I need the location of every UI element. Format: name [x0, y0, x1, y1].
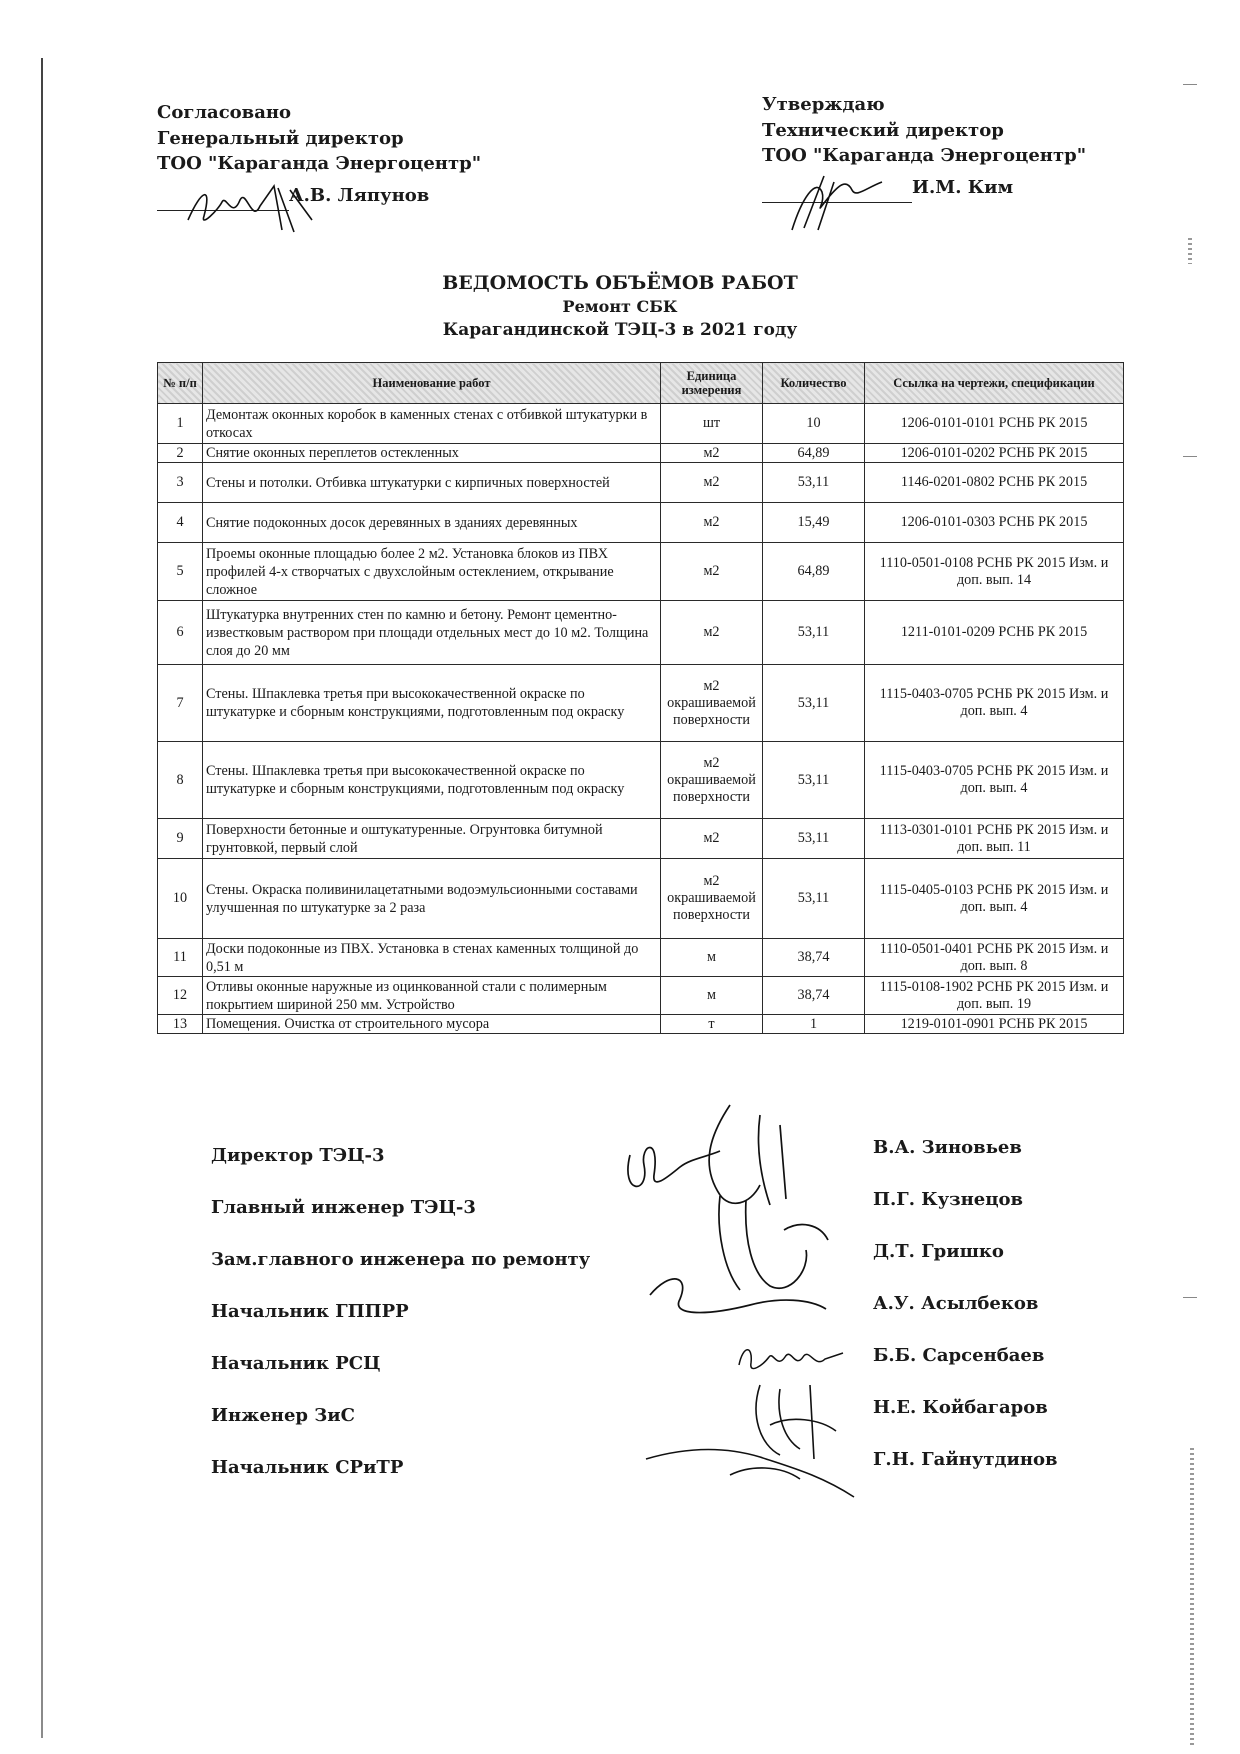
- cell-unit: м2: [661, 463, 763, 503]
- table-row: [158, 939, 1124, 977]
- cell-reference: 1115-0405-0103 РСНБ РК 2015 Изм. и доп. вып. 4: [865, 859, 1124, 939]
- signatory-position: Главный инженер ТЭЦ-3: [211, 1197, 476, 1218]
- signatory-position: Зам.главного инженера по ремонту: [211, 1249, 591, 1270]
- scan-mark: [1188, 238, 1192, 264]
- cell-reference: 1115-0108-1902 РСНБ РК 2015 Изм. и доп. вып. 19: [865, 977, 1124, 1015]
- approval-position: Технический директор: [762, 119, 1004, 141]
- cell-name: Стены и потолки. Отбивка штукатурки с кирпичных поверхностей: [203, 463, 661, 503]
- approval-label: Утверждаю: [762, 94, 885, 115]
- cell-name: Снятие оконных переплетов остекленных: [203, 444, 661, 463]
- cell-number: 2: [158, 444, 203, 463]
- scan-mark: [1183, 1297, 1197, 1298]
- cell-unit: м: [661, 939, 763, 977]
- table-row: [158, 1015, 1124, 1034]
- cell-number: 4: [158, 503, 203, 543]
- signatory-position: Директор ТЭЦ-3: [211, 1145, 385, 1166]
- signature-grishko: [640, 1265, 830, 1325]
- cell-number: 11: [158, 939, 203, 977]
- cell-reference: 1110-0501-0401 РСНБ РК 2015 Изм. и доп. вып. 8: [865, 939, 1124, 977]
- table-header-row: [158, 363, 1124, 404]
- table-row: [158, 463, 1124, 503]
- document-subtitle-2: Карагандинской ТЭЦ-3 в 2021 году: [442, 320, 798, 340]
- cell-reference: 1110-0501-0108 РСНБ РК 2015 Изм. и доп. вып. 14: [865, 543, 1124, 601]
- cell-name: Стены. Окраска поливинилацетатными водоэмульсионными составами улучшенная по штукатурке за 2 раза: [203, 859, 661, 939]
- cell-unit: м2: [661, 503, 763, 543]
- cell-unit: м2: [661, 601, 763, 665]
- cell-number: 3: [158, 463, 203, 503]
- scan-mark: [1190, 1448, 1194, 1748]
- cell-name: Снятие подоконных досок деревянных в зданиях деревянных: [203, 503, 661, 543]
- cell-name: Отливы оконные наружные из оцинкованной стали с полимерным покрытием шириной 250 мм. Устройство: [203, 977, 661, 1015]
- column-header-number: № п/п: [158, 363, 203, 404]
- cell-quantity: 38,74: [763, 939, 865, 977]
- cell-number: 1: [158, 404, 203, 444]
- cell-quantity: 53,11: [763, 601, 865, 665]
- table-row: [158, 444, 1124, 463]
- cell-reference: 1211-0101-0209 РСНБ РК 2015: [865, 601, 1124, 665]
- cell-unit: м2: [661, 444, 763, 463]
- cell-name: Проемы оконные площадью более 2 м2. Установка блоков из ПВХ профилей 4-х створчатых с двухслойным остеклением, открывание сложное: [203, 543, 661, 601]
- column-header-quantity: Количество: [763, 363, 865, 404]
- signatory-name: Г.Н. Гайнутдинов: [873, 1449, 1058, 1470]
- cell-number: 6: [158, 601, 203, 665]
- cell-name: Помещения. Очистка от строительного мусора: [203, 1015, 661, 1034]
- cell-quantity: 64,89: [763, 444, 865, 463]
- cell-reference: 1206-0101-0101 РСНБ РК 2015: [865, 404, 1124, 444]
- document-title: ВЕДОМОСТЬ ОБЪЁМОВ РАБОТ: [442, 272, 798, 294]
- signatory-name: А.У. Асылбеков: [873, 1293, 1039, 1314]
- cell-quantity: 53,11: [763, 859, 865, 939]
- cell-reference: 1146-0201-0802 РСНБ РК 2015: [865, 463, 1124, 503]
- cell-unit: м2: [661, 543, 763, 601]
- approval-organization: ТОО "Караганда Энергоцентр": [157, 153, 482, 174]
- signatory-name: Д.Т. Гришко: [873, 1241, 1004, 1262]
- cell-name: Демонтаж оконных коробок в каменных стенах с отбивкой штукатурки в откосах: [203, 404, 661, 444]
- cell-unit: м2 окрашиваемой поверхности: [661, 859, 763, 939]
- cell-number: 9: [158, 819, 203, 859]
- table-row: [158, 742, 1124, 819]
- cell-number: 13: [158, 1015, 203, 1034]
- cell-reference: 1115-0403-0705 РСНБ РК 2015 Изм. и доп. вып. 4: [865, 742, 1124, 819]
- cell-unit: т: [661, 1015, 763, 1034]
- cell-number: 5: [158, 543, 203, 601]
- approval-label: Согласовано: [157, 102, 292, 123]
- cell-reference: 1115-0403-0705 РСНБ РК 2015 Изм. и доп. вып. 4: [865, 665, 1124, 742]
- cell-reference: 1219-0101-0901 РСНБ РК 2015: [865, 1015, 1124, 1034]
- cell-quantity: 53,11: [763, 742, 865, 819]
- cell-number: 12: [158, 977, 203, 1015]
- cell-reference: 1206-0101-0202 РСНБ РК 2015: [865, 444, 1124, 463]
- signatory-name: Б.Б. Сарсенбаев: [873, 1345, 1045, 1366]
- signatory-position: Начальник РСЦ: [211, 1353, 381, 1374]
- document-subtitle: Ремонт СБК: [562, 297, 678, 316]
- approval-organization: ТОО "Караганда Энергоцентр": [762, 145, 1087, 166]
- table-row: [158, 543, 1124, 601]
- signatory-position: Начальник ГППРР: [211, 1301, 409, 1322]
- cell-name: Штукатурка внутренних стен по камню и бетону. Ремонт цементно-известковым раствором при площади отдельных мест до 10 м2. Толщина слоя до 20 мм: [203, 601, 661, 665]
- cell-unit: м2 окрашиваемой поверхности: [661, 742, 763, 819]
- signatory-position: Начальник СРиТР: [211, 1457, 404, 1478]
- signatory-name: Н.Е. Койбагаров: [873, 1397, 1048, 1418]
- cell-quantity: 53,11: [763, 819, 865, 859]
- cell-name: Стены. Шпаклевка третья при высококачественной окраске по штукатурке и сборным конструкциями, подготовленным под окраску: [203, 742, 661, 819]
- cell-name: Поверхности бетонные и оштукатуренные. Огрунтовка битумной грунтовкой, первый слой: [203, 819, 661, 859]
- signature-gainutdinov: [640, 1435, 860, 1505]
- cell-quantity: 15,49: [763, 503, 865, 543]
- cell-reference: 1113-0301-0101 РСНБ РК 2015 Изм. и доп. вып. 11: [865, 819, 1124, 859]
- cell-quantity: 1: [763, 1015, 865, 1034]
- signer-name: А.В. Ляпунов: [289, 185, 430, 206]
- cell-unit: м2: [661, 819, 763, 859]
- cell-unit: шт: [661, 404, 763, 444]
- signatory-name: П.Г. Кузнецов: [873, 1189, 1024, 1210]
- cell-quantity: 10: [763, 404, 865, 444]
- table-row: [158, 859, 1124, 939]
- column-header-unit: Единица измерения: [661, 363, 763, 404]
- table-row: [158, 977, 1124, 1015]
- signature-kim: [782, 168, 892, 238]
- cell-quantity: 53,11: [763, 463, 865, 503]
- column-header-reference: Ссылка на чертежи, спецификации: [865, 363, 1124, 404]
- cell-reference: 1206-0101-0303 РСНБ РК 2015: [865, 503, 1124, 543]
- signatory-position: Инженер ЗиС: [211, 1405, 355, 1426]
- cell-quantity: 53,11: [763, 665, 865, 742]
- column-header-name: Наименование работ: [203, 363, 661, 404]
- cell-name: Доски подоконные из ПВХ. Установка в стенах каменных толщиной до 0,51 м: [203, 939, 661, 977]
- cell-quantity: 64,89: [763, 543, 865, 601]
- table-row: [158, 503, 1124, 543]
- table-row: [158, 665, 1124, 742]
- signature-lyapunov: [182, 180, 322, 240]
- cell-quantity: 38,74: [763, 977, 865, 1015]
- table-row: [158, 601, 1124, 665]
- cell-name: Стены. Шпаклевка третья при высококачественной окраске по штукатурке и сборным конструкциями, подготовленным под окраску: [203, 665, 661, 742]
- cell-number: 8: [158, 742, 203, 819]
- signer-name: И.М. Ким: [912, 177, 1014, 198]
- works-table: [157, 362, 1124, 1034]
- scan-mark: [1183, 456, 1197, 457]
- cell-unit: м: [661, 977, 763, 1015]
- cell-number: 10: [158, 859, 203, 939]
- table-row: [158, 819, 1124, 859]
- scan-mark: [1183, 84, 1197, 85]
- signatory-name: В.А. Зиновьев: [873, 1137, 1022, 1158]
- approval-position: Генеральный директор: [157, 127, 404, 149]
- cell-unit: м2 окрашиваемой поверхности: [661, 665, 763, 742]
- cell-number: 7: [158, 665, 203, 742]
- table-row: [158, 404, 1124, 444]
